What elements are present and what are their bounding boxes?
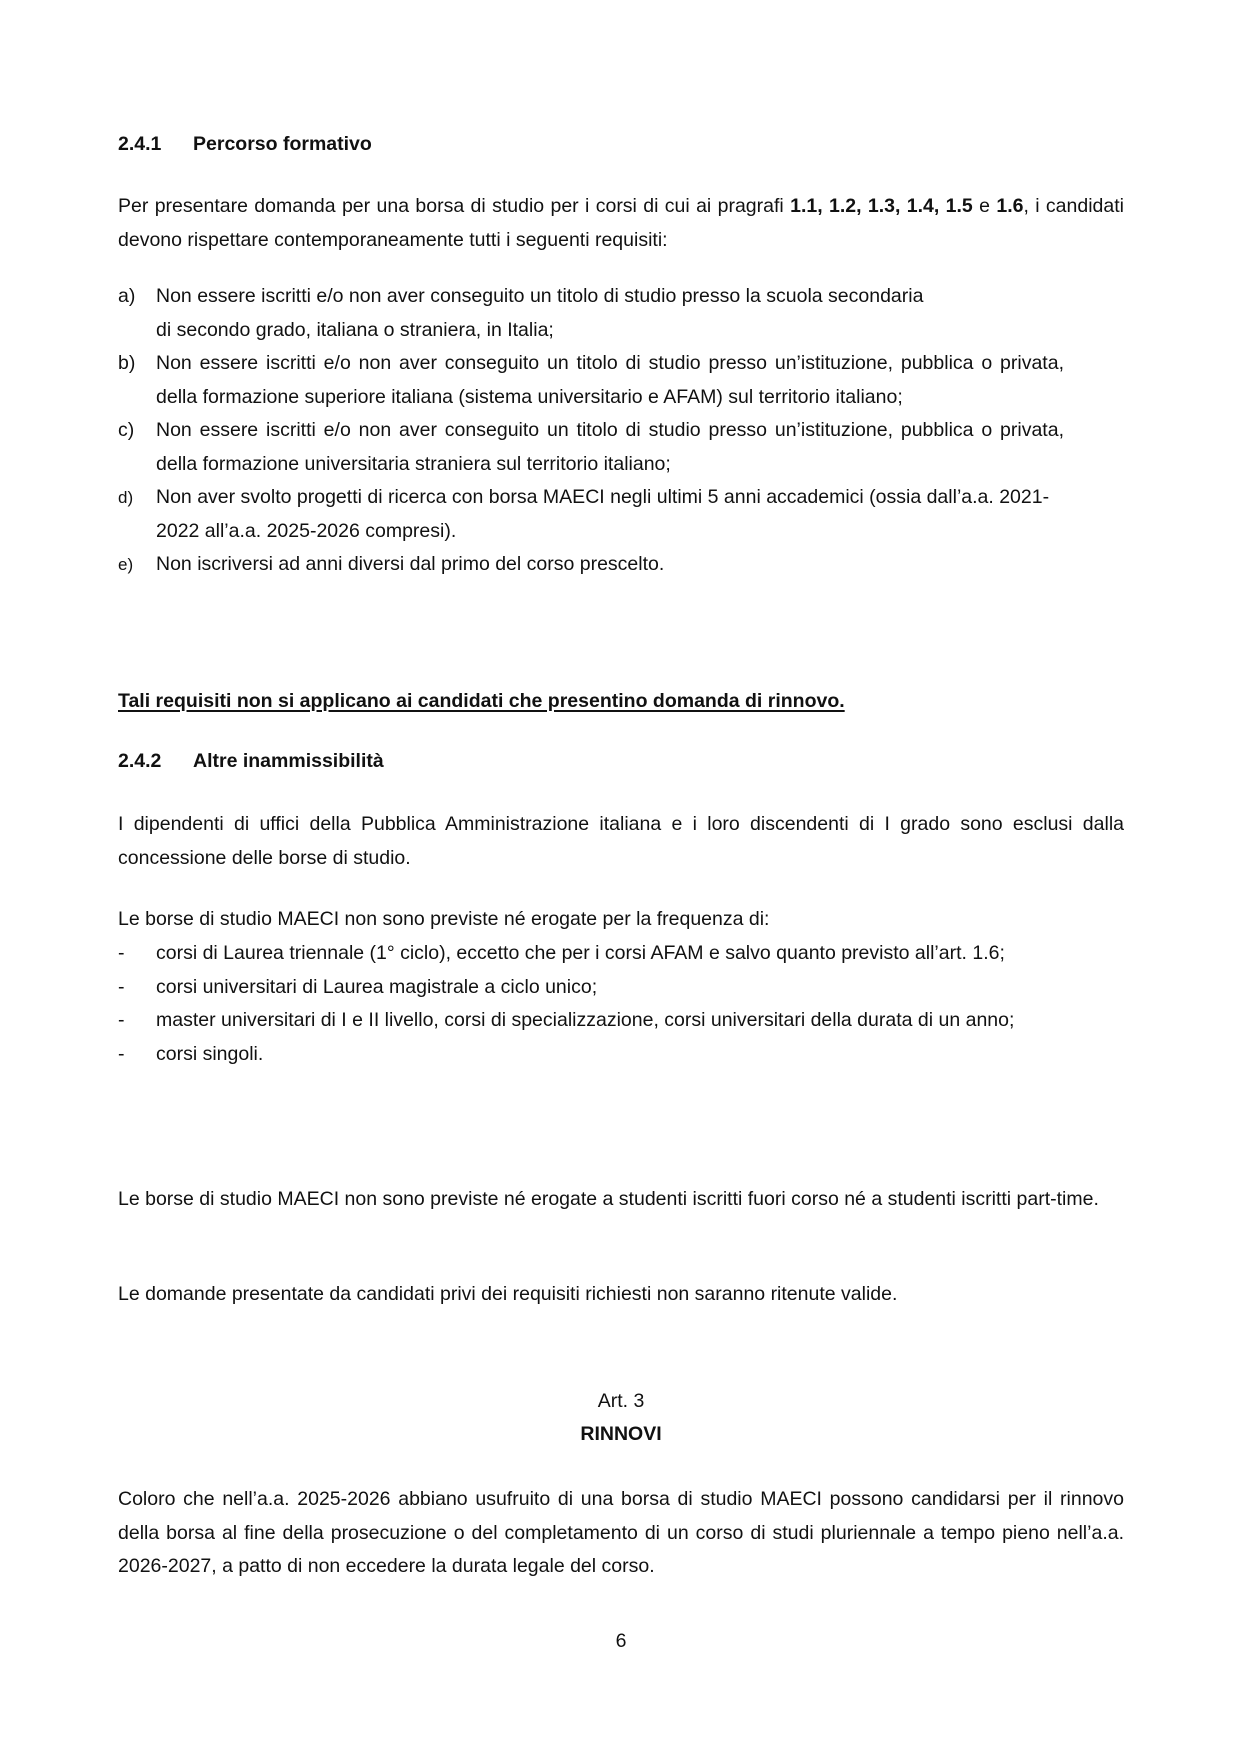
renewal-note [118,685,1124,719]
page-number [118,1625,1124,1659]
article-title [118,1418,1124,1452]
list-marker: - [118,1009,125,1031]
paragraph-text: I dipendenti di uffici della Pubblica Amministrazione italiana e i loro discendenti di I grado sono esclusi dalla concessione delle borse di studio. [118,813,1124,869]
exclusions-list [118,937,1124,1071]
section-heading-2-4-2 [118,745,1124,779]
list-item-text: master universitari di I e II livello, corsi di specializzazione, corsi universitari della durata di un anno; [156,1009,1015,1031]
paragraph-text: Le borse di studio MAECI non sono previste né erogate a studenti iscritti fuori corso né a studenti iscritti part-time. [118,1188,1099,1210]
renewals-paragraph [118,1483,1124,1584]
section-number: 2.4.2 [118,750,162,772]
exclusions-intro [118,903,1124,937]
list-marker: d) [118,488,134,507]
section-title: Percorso formativo [193,133,372,155]
list-marker: b) [118,352,136,374]
intro-text-end: , i candidati devono rispettare contemporaneamente tutti i seguenti requisiti: [118,195,1124,251]
list-item-text: Non aver svolto progetti di ricerca con borsa MAECI negli ultimi 5 anni accademici (ossia dall’a.a. 2021-2022 all’a.a. 2025-2026 compresi). [156,486,1050,542]
list-item [118,414,1124,481]
article-label [118,1385,1124,1419]
list-item-text: Non essere iscritti e/o non aver conseguito un titolo di studio presso un’istituzione, pubblica o privata, della formazione universitaria straniera sul territorio italiano; [156,419,1064,475]
section-number: 2.4.1 [118,133,162,155]
list-marker: - [118,975,125,998]
list-marker: a) [118,285,136,307]
list-marker: e) [118,555,134,574]
list-marker: - [118,1042,125,1065]
list-item [118,971,1124,1005]
paragraph-text: Le domande presentate da candidati privi dei requisiti richiesti non saranno ritenute valide. [118,1283,898,1305]
list-item [118,548,1124,582]
list-item-text: Non iscriversi ad anni diversi dal primo del corso prescelto. [156,553,665,575]
ineligibility-paragraph [118,808,1124,875]
list-item-text: Non essere iscritti e/o non aver conseguito un titolo di studio presso un’istituzione, pubblica o privata, della formazione superiore italiana (sistema universitario e AFAM) sul territorio italiano; [156,352,1064,408]
intro-paragraph-ref-last: 1.6 [996,195,1024,217]
intro-paragraph-refs: 1.1, 1.2, 1.3, 1.4, 1.5 [790,195,973,217]
list-item-text: corsi di Laurea triennale (1° ciclo), eccetto che per i corsi AFAM e salvo quanto previsto all’art. 1.6; [156,942,1005,964]
intro-paragraph [118,190,1124,257]
list-item [118,1038,1124,1072]
part-time-paragraph [118,1183,1124,1217]
renewal-note-text: Tali requisiti non si applicano ai candidati che presentino domanda di rinnovo. [118,690,845,712]
list-marker: c) [118,419,135,441]
page-number-text: 6 [615,1630,627,1652]
paragraph-text: Le borse di studio MAECI non sono previste né erogate per la frequenza di: [118,908,770,930]
intro-text: Per presentare domanda per una borsa di studio per i corsi di cui ai pragrafi [118,195,791,217]
list-item-text: corsi singoli. [156,1042,264,1065]
list-item-text: Non essere iscritti e/o non aver conseguito un titolo di studio presso la scuola secondaria di secondo grado, italiana o straniera, in Italia; [156,285,924,341]
list-item [118,937,1124,971]
list-item [118,347,1124,414]
invalid-applications-paragraph [118,1278,1124,1312]
requirements-list [118,280,1124,582]
paragraph-text: Coloro che nell’a.a. 2025-2026 abbiano usufruito di una borsa di studio MAECI possono candidarsi per il rinnovo della borsa al fine della prosecuzione o del completamento di un corso di studi pluriennale a tempo pieno nell’a.a. 2026-2027, a patto di non eccedere la durata legale del corso. [118,1488,1124,1577]
list-item-text: corsi universitari di Laurea magistrale a ciclo unico; [156,975,598,998]
list-item [118,280,1124,347]
section-heading-2-4-1 [118,128,1124,162]
intro-text-mid: e [972,195,997,217]
article-title-text: RINNOVI [580,1423,662,1445]
list-item [118,1004,1124,1038]
article-number: Art. 3 [597,1390,645,1412]
section-title: Altre inammissibilità [193,750,384,772]
list-item [118,481,1124,548]
list-marker: - [118,942,125,964]
